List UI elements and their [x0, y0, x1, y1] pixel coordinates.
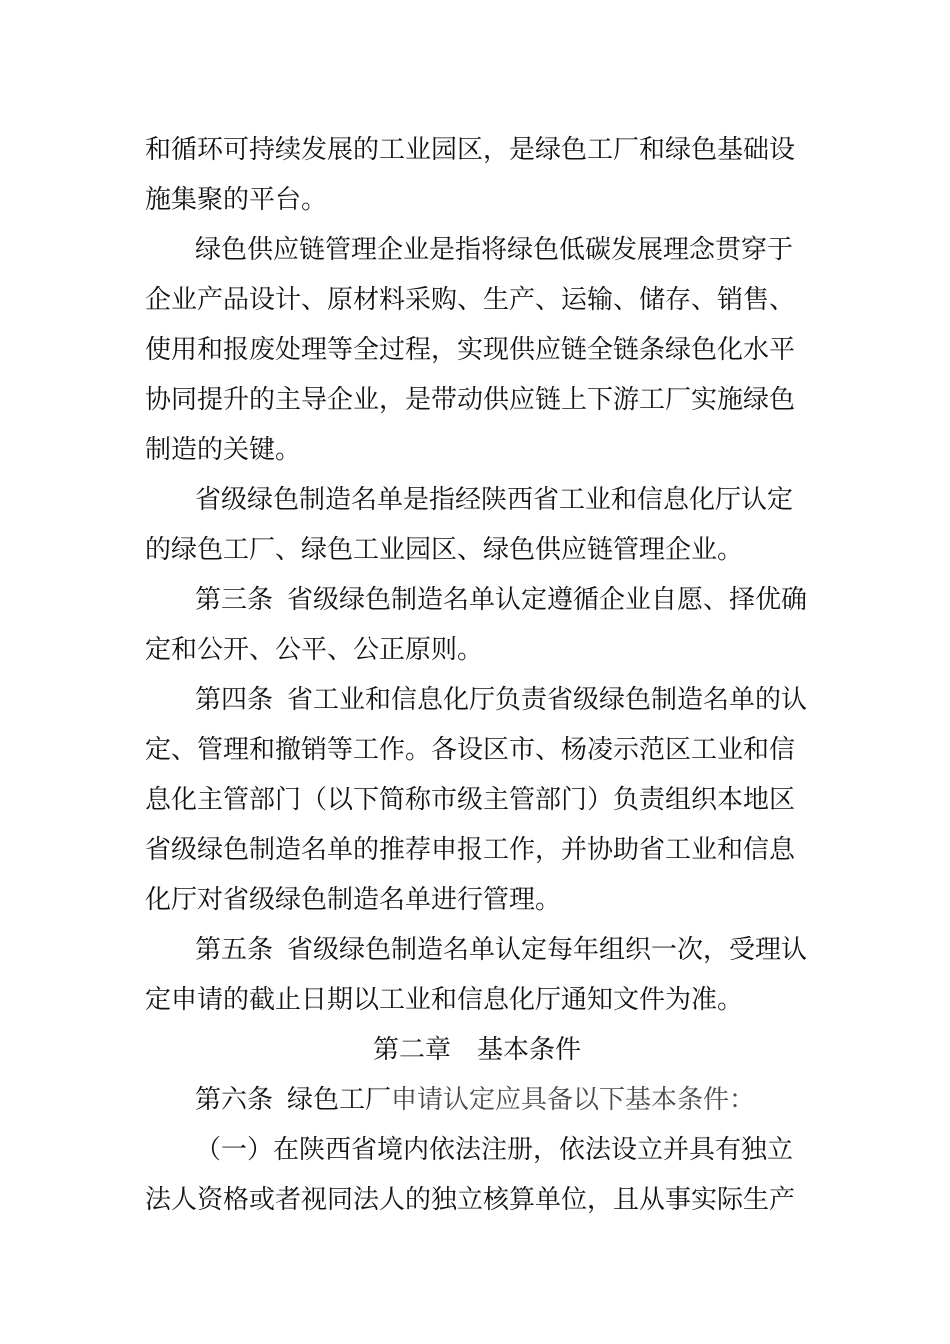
article-6-text: 申请认定应具备以下基本条件：: [391, 1085, 756, 1115]
text-line: 法人资格或者视同法人的独立核算单位，且从事实际生产: [145, 1185, 796, 1215]
text-line: 制造的关键。: [145, 435, 302, 465]
article-4-label: 第四条: [195, 685, 274, 715]
text-line: 化厅对省级绿色制造名单进行管理。: [145, 885, 562, 915]
text-line: 省级绿色制造名单的推荐申报工作，并协助省工业和信息: [145, 835, 796, 865]
article-5-line: [195, 934, 807, 966]
article-5-text: 省级绿色制造名单认定每年组织一次，受理认: [287, 935, 808, 965]
chapter-number: 第二章: [373, 1035, 452, 1065]
chapter-heading: [373, 1034, 581, 1066]
text-line: 定和公开、公平、公正原则。: [145, 635, 484, 665]
text-line: 定、管理和撤销等工作。各设区市、杨凌示范区工业和信: [145, 735, 796, 765]
text-line: 和循环可持续发展的工业园区，是绿色工厂和绿色基础设: [145, 135, 796, 165]
chapter-title: 基本条件: [477, 1035, 582, 1065]
article-3-line: [195, 584, 807, 616]
article-6-subject: 绿色工厂: [287, 1085, 392, 1115]
paragraph-start: （一）在陕西省境内依法注册，依法设立并具有独立: [195, 1135, 794, 1165]
text-line: 定申请的截止日期以工业和信息化厅通知文件为准。: [145, 985, 744, 1015]
text-line: 使用和报废处理等全过程，实现供应链全链条绿色化水平: [145, 335, 796, 365]
paragraph-start: 绿色供应链管理企业是指将绿色低碳发展理念贯穿于: [195, 235, 794, 265]
article-4-line: [195, 684, 807, 716]
text-line: 的绿色工厂、绿色工业园区、绿色供应链管理企业。: [145, 535, 744, 565]
paragraph-start: 省级绿色制造名单是指经陕西省工业和信息化厅认定: [195, 485, 794, 515]
text-line: 施集聚的平台。: [145, 185, 328, 215]
text-line: 协同提升的主导企业，是带动供应链上下游工厂实施绿色: [145, 385, 796, 415]
article-3-label: 第三条: [195, 585, 274, 615]
article-6-line: [195, 1084, 755, 1116]
article-3-text: 省级绿色制造名单认定遵循企业自愿、择优确: [287, 585, 808, 615]
article-4-text: 省工业和信息化厅负责省级绿色制造名单的认: [287, 685, 808, 715]
article-5-label: 第五条: [195, 935, 274, 965]
article-6-label: 第六条: [195, 1085, 274, 1115]
text-line: 企业产品设计、原材料采购、生产、运输、储存、销售、: [145, 285, 796, 315]
text-line: 息化主管部门（以下简称市级主管部门）负责组织本地区: [145, 785, 796, 815]
